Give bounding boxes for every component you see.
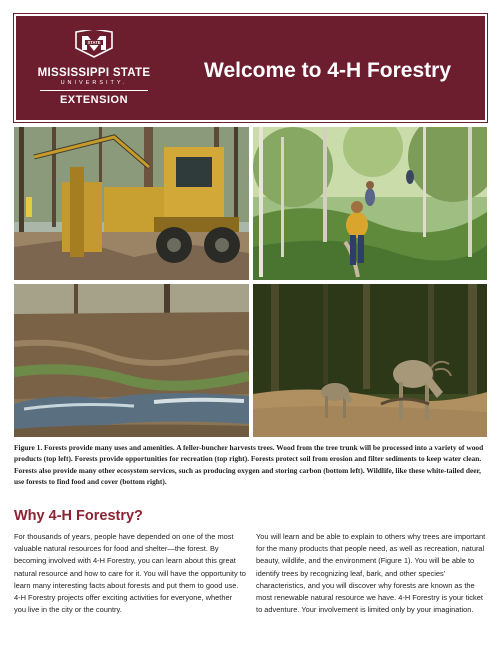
- stream-photo: [14, 284, 249, 437]
- page-title: Welcome to 4-H Forestry: [204, 59, 452, 82]
- figure-caption: Figure 1. Forests provide many uses and amenities. A feller-buncher harvests trees. Wood from the tree trunk will be processed into a variety of wood products (top left). Forests provide opportunities for recreation (top right). Forests protect soil from erosion and filter sediments to keep water clean. Forests also provide many other ecosystem services, such as producing oxygen and storing carbon (bottom left). Wildlife, like these white-tailed deer, use forests to find food and cover (bottom right).: [14, 443, 484, 486]
- header-banner: [14, 14, 487, 122]
- logo-wordmark-line3: EXTENSION: [59, 94, 129, 106]
- logo-divider: [40, 90, 148, 91]
- body-paragraph-left: For thousands of years, people have depended on one of the most valuable natural resources for food and shelter—the forest. By becoming involved with 4-H Forestry, you can learn about this great natural resource and how to care for it. You will have the opportunity to learn many interesting facts about forests and put them to good use. 4-H Forestry projects offer exciting activities for everyone, whether you live in the city or the country.: [14, 532, 246, 615]
- msu-seal-icon: [72, 30, 116, 58]
- feller-buncher-photo: [14, 127, 249, 280]
- section-heading: Why 4-H Forestry?: [14, 508, 143, 524]
- logo-wordmark-line1: MISSISSIPPI STATE: [37, 67, 151, 79]
- logo-wordmark-line2: UNIVERSITY.: [60, 80, 128, 86]
- recreation-photo: [253, 127, 487, 280]
- body-paragraph-right: You will learn and be able to explain to others why trees are important for the many products that people need, as well as recreation, natural beauty, wildlife, and the environment (Figure 1). You will be able to identify trees by recognizing leaf, bark, and other species’ characteristics, and you will discover why forests are known as the most renewable natural resource we have. 4-H Forestry is your ticket to adventure. Your involvement is limited only by your imagination.: [256, 532, 486, 615]
- deer-photo: [253, 284, 487, 437]
- svg-text:STATE: STATE: [87, 40, 101, 46]
- msu-extension-logo: [34, 30, 154, 120]
